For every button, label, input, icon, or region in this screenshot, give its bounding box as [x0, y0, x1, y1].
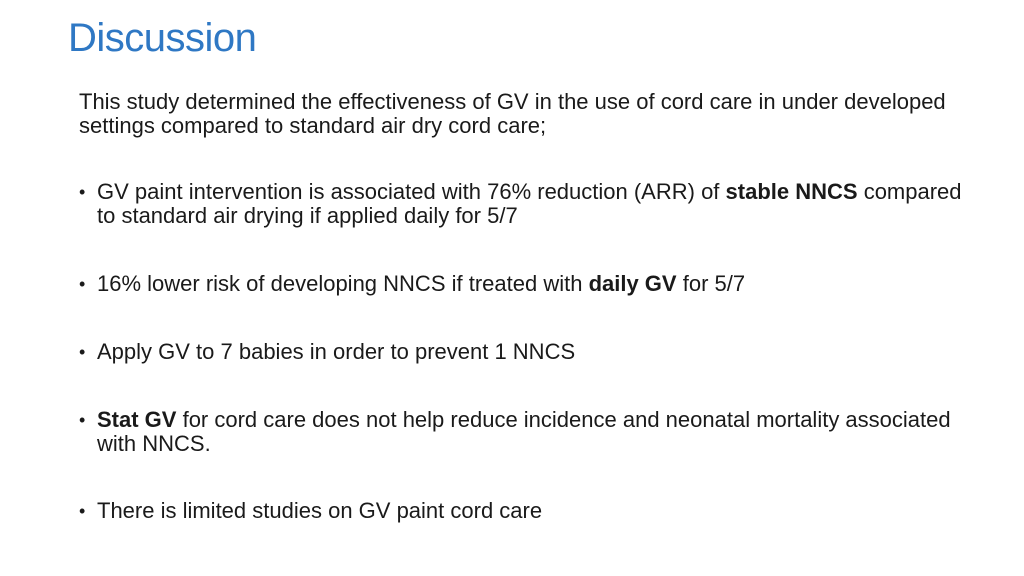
intro-paragraph: This study determined the effectiveness of GV in the use of cord care in under developed settings compared to standard air dry cord care;: [79, 89, 946, 138]
bullet-dot: •: [79, 274, 86, 294]
bullet-text-part: for cord care does not help reduce incidence and neonatal mortality associated with NNCS.: [97, 407, 951, 456]
bullet-bold-text: Stat GV: [97, 407, 177, 432]
bullet-text: Apply GV to 7 babies in order to prevent 1 NNCS: [97, 339, 576, 364]
bullet-dot: •: [79, 410, 86, 430]
bullet-item: [79, 272, 979, 296]
bullet-bold-text: stable NNCS: [725, 179, 858, 204]
bullet-item: [79, 340, 979, 364]
bullet-text-part: 16% lower risk of developing NNCS if treated with: [97, 271, 589, 296]
bullet-dot: •: [79, 501, 86, 521]
slide-title: Discussion: [68, 16, 257, 60]
bullet-item: [79, 499, 979, 523]
bullet-bold-text: daily GV: [588, 271, 677, 296]
bullet-dot: •: [79, 342, 86, 362]
bullet-text-part: compared to standard air drying if applied daily for 5/7: [97, 179, 962, 228]
bullet-dot: •: [79, 182, 86, 202]
bullet-text: [97, 408, 979, 456]
bullet-item: [79, 408, 979, 456]
bullet-text: There is limited studies on GV paint cord care: [97, 498, 543, 523]
bullet-text: [97, 180, 979, 228]
bullet-text-part: GV paint intervention is associated with 76% reduction (ARR) of: [97, 179, 726, 204]
bullet-text-part: for 5/7: [676, 271, 746, 296]
bullet-item: [79, 180, 979, 228]
bullet-text: [97, 272, 979, 296]
